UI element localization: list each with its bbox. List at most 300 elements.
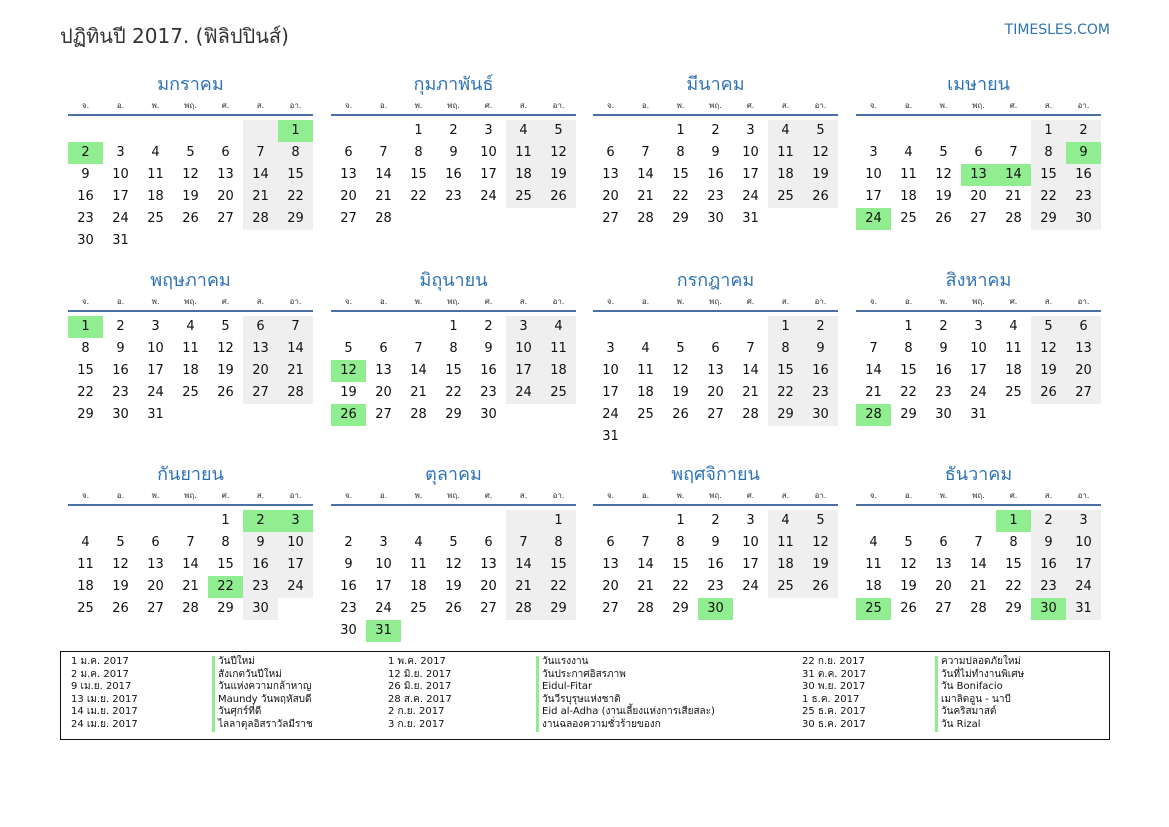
empty-cell [926,510,961,532]
weekday-label: ส. [781,297,790,306]
month-name: สิงหาคม [945,270,1012,291]
day-cell: 30 [77,233,94,248]
day-cell: 14 [637,557,654,572]
holiday-date: 1 ธ.ค. 2017 [802,693,860,705]
day-cell: 15 [1031,164,1066,186]
empty-cell [68,120,103,142]
day-cell: 16 [112,363,129,378]
empty-cell [103,120,138,142]
day-cell: 29 [1031,208,1066,230]
day-cell: 28 [637,211,654,226]
weekday-header [331,294,576,312]
day-cell: 20 [147,579,164,594]
day-cell: 3 [484,123,493,138]
month-name: มีนาคม [686,74,745,95]
day-cell: 5 [803,510,838,532]
day-cell: 30 [803,404,838,426]
day-cell: 2 [711,513,720,528]
weekday-label: ศ. [221,297,230,306]
day-cell: 31 [112,233,129,248]
holiday-name: วันแห่งความกล้าหาญ [212,681,313,694]
day-cell: 4 [904,145,913,160]
empty-cell [628,120,663,142]
empty-cell [926,120,961,142]
holiday-day-cell: 1 [996,510,1031,532]
holiday-day-cell: 22 [208,576,243,598]
day-cell: 7 [379,145,388,160]
weekday-label: พ. [414,491,423,500]
day-cell: 19 [803,164,838,186]
day-cell: 19 [900,579,917,594]
day-cell: 11 [410,557,427,572]
day-cell: 14 [278,338,313,360]
weekday-label: ส. [519,101,528,110]
day-cell: 7 [746,341,755,356]
weekday-label: ศ. [746,297,755,306]
day-grid [68,120,313,252]
day-cell: 15 [410,167,427,182]
day-cell: 15 [768,360,803,382]
day-cell: 23 [445,189,462,204]
holiday-name: วันศุกร์ที่ดี [212,706,313,719]
day-cell: 11 [77,557,94,572]
empty-cell [401,316,436,338]
holiday-name: วันแรงงาน [536,656,715,669]
weekday-label: จ. [344,101,353,110]
weekday-label: อา. [814,101,827,110]
day-cell: 28 [506,598,541,620]
day-cell: 28 [243,208,278,230]
day-cell: 14 [506,554,541,576]
day-cell: 10 [506,338,541,360]
empty-cell [243,120,278,142]
weekday-label: พฤ. [709,297,722,306]
day-cell: 5 [904,535,913,550]
day-cell: 4 [768,510,803,532]
day-cell: 8 [449,341,458,356]
day-cell: 9 [711,535,720,550]
weekday-header [856,98,1101,116]
day-cell: 13 [243,338,278,360]
day-cell: 22 [1005,579,1022,594]
day-cell: 19 [935,189,952,204]
empty-cell [506,510,541,532]
weekday-label: ส. [1044,297,1053,306]
weekday-label: อ. [379,491,388,500]
holiday-name: Eidul-Fitar [536,681,715,694]
day-cell: 27 [147,601,164,616]
weekday-label: พฤ. [972,491,985,500]
day-cell: 12 [182,167,199,182]
day-cell: 5 [449,535,458,550]
day-cell: 28 [970,601,987,616]
holiday-name: วันประกาศอิสรภาพ [536,669,715,682]
day-cell: 4 [1009,319,1018,334]
day-cell: 3 [746,513,755,528]
weekday-label: พ. [676,491,685,500]
holiday-date: 2 ม.ค. 2017 [71,668,129,680]
weekday-header [593,294,838,312]
day-cell: 13 [340,167,357,182]
day-cell: 17 [602,385,619,400]
weekday-label: ส. [519,297,528,306]
day-cell: 19 [445,579,462,594]
day-grid [331,120,576,230]
day-cell: 16 [707,167,724,182]
day-grid [856,510,1101,620]
day-cell: 29 [541,598,576,620]
weekday-label: พฤ. [184,101,197,110]
day-cell: 4 [641,341,650,356]
day-cell: 7 [414,341,423,356]
month-12 [856,462,1101,620]
day-cell: 24 [602,407,619,422]
day-cell: 12 [803,142,838,164]
holiday-day-cell: 2 [243,510,278,532]
day-cell: 11 [637,363,654,378]
page-title: ปฏิทินปี 2017. (ฟิลิปปินส์) [60,24,289,48]
day-cell: 27 [340,211,357,226]
day-cell: 10 [147,341,164,356]
day-cell: 10 [278,532,313,554]
day-cell: 25 [1005,385,1022,400]
holiday-day-cell: 31 [366,620,401,642]
day-cell: 18 [768,554,803,576]
day-cell: 8 [676,535,685,550]
month-3 [593,72,838,230]
day-cell: 30 [935,407,952,422]
day-cell: 20 [217,189,234,204]
weekday-label: จ. [869,491,878,500]
day-cell: 26 [112,601,129,616]
day-cell: 12 [541,142,576,164]
day-cell: 19 [672,385,689,400]
weekday-label: พ. [414,101,423,110]
day-cell: 2 [1066,120,1101,142]
day-cell: 20 [935,579,952,594]
day-cell: 7 [506,532,541,554]
day-cell: 22 [672,579,689,594]
day-cell: 10 [112,167,129,182]
day-cell: 24 [112,211,129,226]
day-cell: 1 [1031,120,1066,142]
day-cell: 10 [375,557,392,572]
month-name: มกราคม [157,74,224,95]
holiday-date: 13 เม.ย. 2017 [71,693,138,705]
month-name: เมษายน [947,74,1010,95]
holiday-day-cell: 3 [278,510,313,532]
day-cell: 23 [340,601,357,616]
day-cell: 1 [414,123,423,138]
day-cell: 7 [974,535,983,550]
holiday-day-cell: 14 [996,164,1031,186]
day-cell: 5 [116,535,125,550]
day-cell: 24 [480,189,497,204]
day-cell: 21 [375,189,392,204]
day-cell: 10 [970,341,987,356]
day-cell: 28 [182,601,199,616]
empty-cell [331,120,366,142]
day-cell: 8 [221,535,230,550]
weekday-label: อา. [552,491,565,500]
weekday-label: อ. [379,297,388,306]
day-cell: 27 [970,211,987,226]
day-cell: 20 [707,385,724,400]
day-cell: 21 [243,186,278,208]
day-cell: 11 [865,557,882,572]
empty-cell [436,510,471,532]
holiday-names-col [935,656,1024,732]
weekday-label: พฤ. [184,491,197,500]
day-cell: 22 [541,576,576,598]
day-cell: 16 [935,363,952,378]
day-cell: 20 [340,189,357,204]
empty-cell [138,120,173,142]
day-cell: 23 [112,385,129,400]
weekday-label: ศ. [1009,297,1018,306]
empty-cell [366,316,401,338]
day-cell: 9 [116,341,125,356]
day-cell: 3 [506,316,541,338]
weekday-label: ส. [781,101,790,110]
day-grid [593,510,838,620]
holiday-date: 2 ก.ย. 2017 [388,706,445,718]
day-cell: 23 [707,189,724,204]
day-cell: 20 [970,189,987,204]
weekday-label: ศ. [484,297,493,306]
day-cell: 6 [606,145,615,160]
day-cell: 4 [81,535,90,550]
weekday-label: พฤ. [447,297,460,306]
holiday-name: วันวีรบุรุษแห่งชาติ [536,694,715,707]
weekday-label: อา. [289,101,302,110]
empty-cell [891,510,926,532]
day-cell: 18 [541,360,576,382]
day-cell: 3 [869,145,878,160]
holiday-name: วันที่ไม่ทำงานพิเศษ [935,669,1024,682]
day-cell: 16 [480,363,497,378]
day-cell: 19 [541,164,576,186]
day-cell: 2 [116,319,125,334]
day-cell: 4 [506,120,541,142]
holiday-day-cell: 25 [856,598,891,620]
empty-cell [961,120,996,142]
day-cell: 11 [541,338,576,360]
day-cell: 5 [676,341,685,356]
day-cell: 17 [1066,554,1101,576]
day-cell: 24 [742,579,759,594]
weekday-label: ส. [256,101,265,110]
day-cell: 2 [1031,510,1066,532]
empty-cell [856,316,891,338]
day-cell: 16 [77,189,94,204]
day-cell: 10 [1066,532,1101,554]
day-cell: 19 [1031,360,1066,382]
day-cell: 27 [480,601,497,616]
day-cell: 22 [278,186,313,208]
weekday-label: ส. [519,491,528,500]
day-cell: 29 [672,601,689,616]
empty-cell [593,316,628,338]
holiday-date: 1 ม.ค. 2017 [71,656,129,667]
weekday-label: ส. [256,297,265,306]
holiday-date: 31 ต.ค. 2017 [802,668,867,680]
day-cell: 4 [414,535,423,550]
weekday-label: ส. [1044,101,1053,110]
weekday-label: พ. [676,297,685,306]
day-cell: 29 [900,407,917,422]
day-cell: 29 [768,404,803,426]
weekday-header [593,488,838,506]
holiday-date: 14 เม.ย. 2017 [71,706,138,718]
day-cell: 8 [81,341,90,356]
day-cell: 5 [221,319,230,334]
weekday-label: พ. [414,297,423,306]
day-cell: 3 [116,145,125,160]
day-cell: 27 [1066,382,1101,404]
day-cell: 13 [602,167,619,182]
day-cell: 22 [768,382,803,404]
day-cell: 25 [768,186,803,208]
day-grid [331,316,576,426]
day-cell: 4 [768,120,803,142]
day-cell: 1 [676,513,685,528]
day-cell: 17 [147,363,164,378]
empty-cell [366,510,401,532]
day-cell: 29 [77,407,94,422]
weekday-header [593,98,838,116]
holiday-date: 22 ก.ย. 2017 [802,656,865,667]
day-cell: 14 [182,557,199,572]
day-cell: 13 [935,557,952,572]
day-cell: 21 [865,385,882,400]
day-cell: 17 [112,189,129,204]
day-cell: 15 [672,167,689,182]
month-5 [68,268,313,426]
weekday-label: พ. [151,101,160,110]
day-cell: 4 [541,316,576,338]
day-cell: 13 [147,557,164,572]
holiday-date: 9 เม.ย. 2017 [71,681,132,693]
day-cell: 21 [182,579,199,594]
weekday-label: อา. [289,297,302,306]
holiday-name: สังเกตวันปีใหม่ [212,669,313,682]
empty-cell [856,120,891,142]
holiday-date: 3 ก.ย. 2017 [388,718,445,730]
day-cell: 12 [672,363,689,378]
day-cell: 10 [480,145,497,160]
day-cell: 14 [637,167,654,182]
day-cell: 25 [768,576,803,598]
empty-cell [173,510,208,532]
day-cell: 21 [410,385,427,400]
day-cell: 23 [1031,576,1066,598]
day-cell: 19 [112,579,129,594]
weekday-label: อ. [116,297,125,306]
day-cell: 24 [375,601,392,616]
weekday-header [68,294,313,312]
day-cell: 18 [865,579,882,594]
day-cell: 18 [77,579,94,594]
empty-cell [173,120,208,142]
day-cell: 16 [803,360,838,382]
day-cell: 13 [707,363,724,378]
day-cell: 11 [1005,341,1022,356]
day-cell: 23 [1066,186,1101,208]
day-cell: 16 [340,579,357,594]
holiday-date: 12 มิ.ย. 2017 [388,668,452,680]
day-cell: 31 [742,211,759,226]
day-cell: 15 [278,164,313,186]
day-cell: 22 [445,385,462,400]
day-cell: 12 [935,167,952,182]
holiday-date: 26 มิ.ย. 2017 [388,681,452,693]
month-name: กันยายน [157,464,224,485]
month-name: ธันวาคม [944,464,1013,485]
day-cell: 17 [970,363,987,378]
empty-cell [401,510,436,532]
day-cell: 25 [637,407,654,422]
day-cell: 9 [939,341,948,356]
day-cell: 7 [1009,145,1018,160]
day-cell: 1 [449,319,458,334]
day-cell: 20 [375,385,392,400]
holiday-dates-col [71,656,138,732]
day-cell: 26 [1031,382,1066,404]
holiday-day-cell: 28 [856,404,891,426]
day-cell: 14 [970,557,987,572]
day-cell: 11 [768,532,803,554]
day-cell: 31 [970,407,987,422]
day-cell: 21 [506,576,541,598]
empty-cell [663,316,698,338]
site-link[interactable]: TIMESLES.COM [1004,22,1110,38]
day-cell: 4 [151,145,160,160]
day-cell: 14 [243,164,278,186]
day-cell: 6 [711,341,720,356]
empty-cell [628,510,663,532]
day-cell: 25 [541,382,576,404]
day-cell: 3 [1066,510,1101,532]
day-cell: 23 [77,211,94,226]
day-cell: 29 [1005,601,1022,616]
weekday-label: อ. [379,101,388,110]
day-grid [331,510,576,642]
weekday-label: พฤ. [972,297,985,306]
day-cell: 27 [935,601,952,616]
day-cell: 28 [375,211,392,226]
holiday-name: วัน Rizal [935,719,1024,732]
day-cell: 9 [344,557,353,572]
holiday-day-cell: 1 [68,316,103,338]
weekday-label: พ. [939,101,948,110]
empty-cell [996,120,1031,142]
day-cell: 16 [1066,164,1101,186]
holiday-dates-col [388,656,452,732]
weekday-header [856,294,1101,312]
holiday-day-cell: 30 [698,598,733,620]
empty-cell [471,510,506,532]
day-cell: 6 [151,535,160,550]
holiday-names-col [212,656,313,732]
weekday-label: อ. [116,101,125,110]
day-grid [856,120,1101,230]
holiday-date: 24 เม.ย. 2017 [71,718,138,730]
day-cell: 7 [186,535,195,550]
holiday-day-cell: 26 [331,404,366,426]
day-cell: 10 [602,363,619,378]
day-cell: 2 [803,316,838,338]
